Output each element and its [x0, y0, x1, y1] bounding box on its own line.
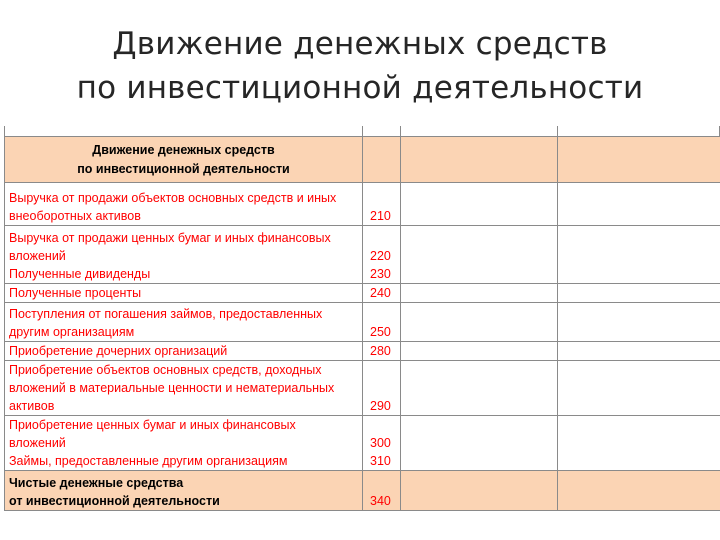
code-line: 280 — [370, 344, 391, 358]
header-line: по инвестиционной деятельности — [77, 161, 290, 176]
empty-cell — [401, 284, 558, 303]
empty-cell — [363, 137, 401, 183]
empty-cell — [558, 284, 720, 303]
header-line: Движение денежных средств — [92, 142, 275, 157]
cash-flow-table-image — [4, 126, 720, 514]
cash-flow-table — [4, 136, 720, 511]
row-label — [5, 416, 363, 471]
row-label — [5, 226, 363, 284]
table-header-label — [5, 137, 363, 183]
row-code — [363, 303, 401, 342]
row-line: Приобретение ценных бумаг и иных финансовых — [9, 418, 296, 432]
table-row — [5, 226, 720, 284]
total-line: Чистые денежные средства — [9, 476, 184, 490]
empty-cell — [401, 416, 558, 471]
row-line: Выручка от продажи ценных бумаг и иных финансовых — [9, 231, 331, 245]
row-code — [363, 226, 401, 284]
row-label — [5, 303, 363, 342]
row-label — [5, 361, 363, 416]
code-line: 300 — [370, 436, 391, 450]
empty-cell — [401, 471, 558, 511]
slide-title — [0, 22, 720, 110]
empty-cell — [401, 226, 558, 284]
row-label — [5, 183, 363, 226]
row-line: Выручка от продажи объектов основных средств и иных — [9, 191, 337, 205]
code-line: 290 — [370, 399, 391, 413]
empty-cell — [401, 361, 558, 416]
row-code — [363, 183, 401, 226]
empty-cell — [558, 471, 720, 511]
code-line: 310 — [370, 454, 391, 468]
code-line: 220 — [370, 249, 391, 263]
row-line: активов — [9, 399, 55, 413]
empty-cell — [558, 303, 720, 342]
table-row — [5, 361, 720, 416]
table-header-row — [5, 137, 720, 183]
slide-title-line-2: по инвестиционной деятельности — [76, 70, 644, 106]
code-line: 240 — [370, 286, 391, 300]
empty-cell — [401, 183, 558, 226]
empty-cell — [558, 416, 720, 471]
row-line: Займы, предоставленные другим организациям — [9, 454, 288, 468]
code-line: 230 — [370, 267, 391, 281]
row-line: внеоборотных активов — [9, 209, 141, 223]
slide-title-line-1: Движение денежных средств — [112, 26, 608, 62]
empty-cell — [401, 342, 558, 361]
table-row — [5, 183, 720, 226]
row-line: вложений в материальные ценности и нематериальных — [9, 381, 335, 395]
empty-cell — [401, 137, 558, 183]
code-line: 250 — [370, 325, 391, 339]
table-row — [5, 416, 720, 471]
row-line: Полученные дивиденды — [9, 267, 151, 281]
total-code: 340 — [363, 471, 401, 511]
row-line: вложений — [9, 436, 66, 450]
table-row — [5, 342, 720, 361]
row-code — [363, 284, 401, 303]
empty-cell — [558, 226, 720, 284]
row-line: Поступления от погашения займов, предоставленных — [9, 307, 323, 321]
total-row — [5, 471, 720, 511]
row-code — [363, 361, 401, 416]
row-line: другим организациям — [9, 325, 135, 339]
row-line: Приобретение дочерних организаций — [9, 344, 228, 358]
code-line: 210 — [370, 209, 391, 223]
empty-cell — [401, 303, 558, 342]
row-label — [5, 342, 363, 361]
table-row — [5, 284, 720, 303]
empty-cell — [558, 361, 720, 416]
row-code — [363, 342, 401, 361]
empty-cell — [558, 342, 720, 361]
row-line: Полученные проценты — [9, 286, 142, 300]
row-code — [363, 416, 401, 471]
row-line: вложений — [9, 249, 66, 263]
row-label — [5, 284, 363, 303]
total-label — [5, 471, 363, 511]
table-row — [5, 303, 720, 342]
row-line: Приобретение объектов основных средств, доходных — [9, 363, 322, 377]
empty-cell — [558, 183, 720, 226]
empty-cell — [558, 137, 720, 183]
total-line: от инвестиционной деятельности — [9, 494, 220, 508]
